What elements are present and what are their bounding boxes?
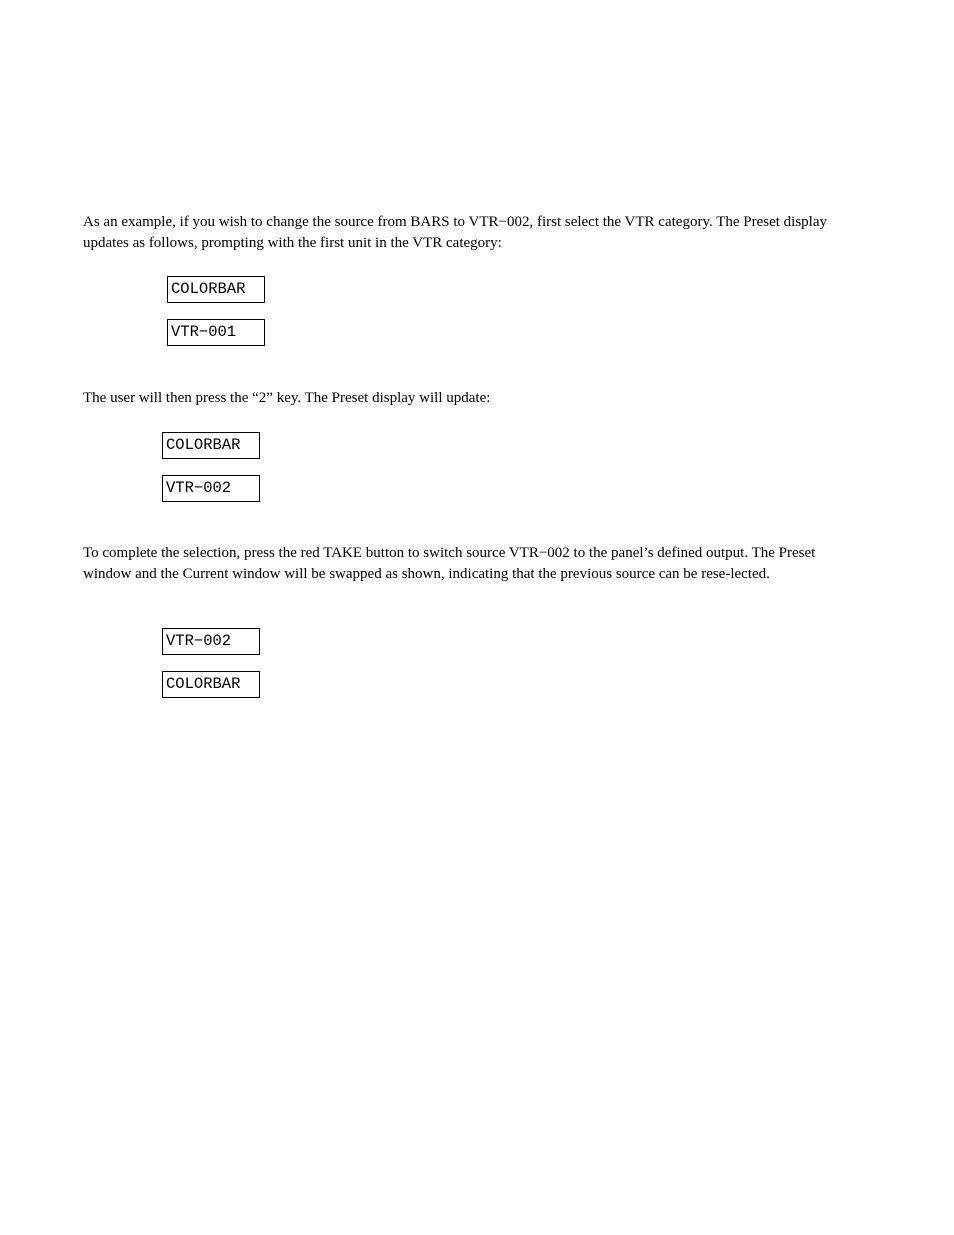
preset-window-display: COLORBAR — [162, 671, 260, 698]
current-window-display: VTR−002 — [162, 628, 260, 655]
preset-window-display: VTR−002 — [162, 475, 260, 502]
intro-paragraph: As an example, if you wish to change the source from BARS to VTR−002, first select the VTR category. The Preset display updates as follows, prompting with the first unit in the VTR category: — [83, 214, 828, 251]
second-paragraph: The user will then press the “2” key. The Preset display will update: — [83, 390, 491, 406]
preset-window-display: VTR−001 — [167, 319, 265, 346]
current-window-display: COLORBAR — [162, 432, 260, 459]
third-paragraph: To complete the selection, press the red TAKE button to switch source VTR−002 to the panel’s defined output. The Preset window and the Current window will be swapped as shown, indicating that the previous source can be rese-lected. — [83, 545, 816, 582]
current-window-display: COLORBAR — [167, 276, 265, 303]
